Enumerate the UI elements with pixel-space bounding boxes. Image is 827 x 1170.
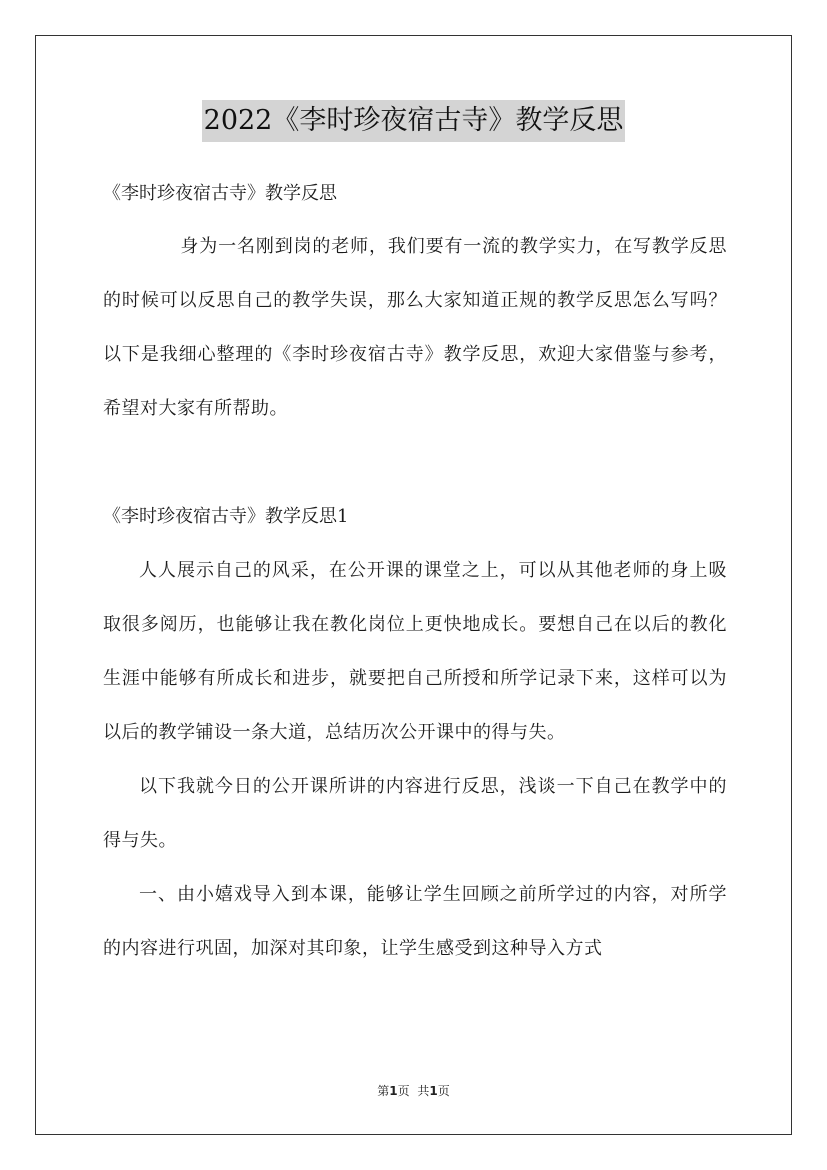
section-spacer [103,436,727,490]
footer-page-current: 1 [389,1084,398,1098]
page-footer [0,1082,827,1099]
document-title: 2022《李时珍夜宿古寺》教学反思 [202,100,626,142]
footer-page-suffix: 页 [397,1084,410,1098]
document-subtitle: 《李时珍夜宿古寺》教学反思 [103,183,337,204]
body-paragraph-3: 一、由小嬉戏导入到本课，能够让学生回顾之前所学过的内容，对所学的内容进行巩固，加深对其印象，让学生感受到这种导入方式 [103,884,727,959]
body-paragraph-2: 以下我就今日的公开课所讲的内容进行反思，浅谈一下自己在教学中的得与失。 [103,776,727,851]
footer-total-suffix: 页 [437,1084,450,1098]
document-body [103,168,727,976]
intro-paragraph: 身为一名刚到岗的老师，我们要有一流的教学实力，在写教学反思的时候可以反思自己的教学失误，那么大家知道正规的教学反思怎么写吗？以下是我细心整理的《李时珍夜宿古寺》教学反思，欢迎大家借鉴与参考，希望对大家有所帮助。 [103,236,727,419]
footer-total-prefix: 共 [417,1084,430,1098]
body-paragraph-1: 人人展示自己的风采，在公开课的课堂之上，可以从其他老师的身上吸取很多阅历，也能够让我在教化岗位上更快地成长。要想自己在以后的教化生涯中能够有所成长和进步，就要把自己所授和所学记录下来，这样可以为以后的教学铺设一条大道，总结历次公开课中的得与失。 [103,560,727,743]
title-container [0,100,827,142]
footer-page-total: 1 [429,1084,438,1098]
section-heading-1: 《李时珍夜宿古寺》教学反思1 [103,506,349,527]
footer-page-prefix: 第 [377,1084,390,1098]
